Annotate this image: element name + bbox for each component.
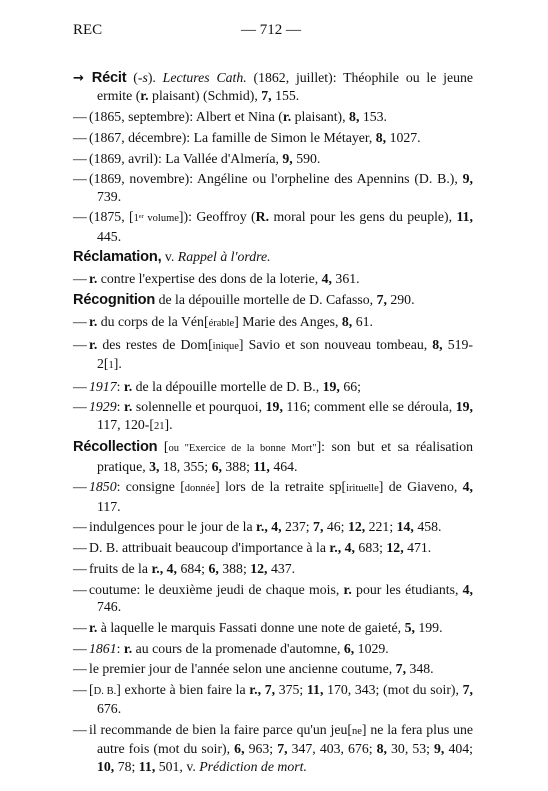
entry-text: 12,: [386, 540, 404, 556]
entry-text: 290.: [386, 291, 415, 307]
index-headword-entry: [73, 69, 473, 104]
index-subentry: [73, 129, 473, 146]
entry-text: Lectures Cath.: [162, 70, 247, 85]
entry-dash: —: [73, 150, 87, 166]
entry-text: indulgences pour le jour de la: [89, 519, 257, 535]
entry-text: de la dépouille mortelle de D. B.,: [132, 378, 323, 394]
entry-text: 170, 343; (mot du soir),: [323, 682, 463, 698]
entry-text: ] Savio et son nouveau tombeau,: [238, 336, 433, 352]
entry-text: 963;: [244, 741, 278, 757]
index-subentry: [73, 619, 473, 636]
index-subentry: [73, 336, 473, 374]
entry-text: 1850: [89, 479, 117, 495]
index-subentry: [73, 640, 473, 657]
entry-text: 3,: [149, 458, 160, 474]
entry-text: Prédiction de mort.: [199, 758, 307, 774]
entry-text: 78;: [114, 758, 139, 774]
entry-text: moral pour les gens du peuple),: [269, 209, 457, 225]
index-subentry: [73, 539, 473, 556]
entry-text: (-: [126, 70, 143, 85]
index-subentry: [73, 108, 473, 125]
entry-text: 7,: [376, 291, 387, 307]
entry-text: 237;: [281, 519, 314, 535]
entry-dash: —: [73, 661, 87, 677]
entry-text: :: [116, 378, 124, 394]
entry-text: inique: [212, 340, 239, 352]
entry-text: ].: [164, 416, 173, 432]
entry-text: r.: [89, 619, 98, 635]
entry-text: ].: [113, 355, 122, 371]
entry-text: coutume: le deuxième jeudi de chaque mois,: [89, 581, 344, 597]
entry-text: r., 7,: [249, 682, 276, 698]
entry-text: 348.: [406, 661, 434, 677]
entry-text: ] Marie des Anges,: [234, 313, 342, 329]
entry-text: érable: [208, 317, 235, 329]
entry-dash: —: [73, 540, 87, 556]
entry-text: 375;: [275, 682, 307, 698]
entry-text: 11,: [456, 209, 473, 225]
entry-text: 739.: [97, 188, 122, 204]
entry-text: 7,: [462, 682, 473, 698]
entry-text: 21: [153, 420, 165, 432]
entry-text: 1: [108, 359, 114, 371]
entry-text: (1875, [: [89, 209, 134, 225]
entry-text: 10,: [97, 758, 115, 774]
entry-text: ] exhorte à bien faire la: [116, 682, 250, 698]
entry-text: Récognition: [73, 291, 156, 308]
entry-text: 66;: [339, 378, 361, 394]
entry-text: de la dépouille mortelle de D. Cafasso,: [155, 291, 377, 307]
entry-text: 19,: [455, 399, 473, 415]
entry-text: : consigne [: [116, 479, 185, 495]
entry-text: v.: [161, 249, 178, 265]
entry-text: r.: [123, 378, 133, 394]
entry-text: 458.: [413, 519, 442, 535]
entry-text: du corps de la Vén[: [97, 313, 209, 329]
entry-dash: —: [73, 313, 87, 329]
index-subentry: [73, 378, 473, 395]
entry-text: 437.: [267, 560, 296, 576]
entry-text: 519-2[: [97, 336, 473, 371]
entry-text: au cours de la promenade d'automne,: [132, 640, 344, 656]
entry-dash: —: [73, 619, 87, 635]
entry-text: r.: [89, 336, 98, 352]
index-subentry: [73, 660, 473, 677]
entry-text: (1867, décembre): La famille de Simon le Métayer,: [89, 129, 376, 145]
entry-text: 30, 53;: [386, 741, 435, 757]
entry-text: 404;: [444, 741, 473, 757]
entry-text: 9,: [282, 150, 293, 166]
entry-dash: —: [73, 519, 87, 535]
entry-text: r., 4,: [151, 560, 178, 576]
entry-text: 4,: [462, 581, 473, 597]
index-subentry: [73, 398, 473, 434]
entry-text: D. B.: [93, 686, 117, 698]
entry-text: 6,: [208, 560, 219, 576]
entry-text: 6,: [234, 741, 245, 757]
entry-text: 12,: [347, 519, 366, 535]
entry-text: r., 4,: [329, 540, 355, 556]
index-subentry: [73, 721, 473, 775]
entry-text: 11,: [306, 682, 324, 698]
entry-text: 746.: [97, 598, 122, 614]
entry-text: 683;: [354, 540, 387, 556]
index-subentry: [73, 518, 473, 535]
entry-text: s: [142, 70, 148, 85]
entry-dash: —: [73, 171, 87, 187]
entry-text: ] ne la fera plus une autre fois (mot du soir),: [97, 722, 473, 757]
entry-text: solennelle et pourquoi,: [132, 399, 266, 415]
entry-text: 590.: [292, 150, 321, 166]
entry-text: 1917: [89, 378, 117, 394]
entry-text: ]: son but et sa réalisation pratique,: [97, 439, 473, 474]
entry-text: pour les étudiants,: [351, 581, 463, 597]
entry-text: donnée: [184, 483, 216, 495]
entry-text: 6,: [211, 458, 222, 474]
entry-text: [: [157, 439, 169, 455]
entry-text: [: [89, 682, 94, 698]
index-headword-entry: [73, 248, 473, 266]
entry-text: R.: [255, 209, 270, 225]
entry-text: r., 4,: [256, 519, 282, 535]
entry-text: 12,: [250, 560, 268, 576]
index-subentry: [73, 560, 473, 577]
entry-dash: —: [73, 682, 87, 698]
entry-text: 8,: [341, 313, 353, 329]
entry-dash: —: [73, 378, 87, 394]
entry-text: 19,: [322, 378, 340, 394]
entry-text: ou "Exercice de la bonne Mort": [168, 443, 317, 455]
index-entries: [73, 69, 473, 778]
entry-text: 8,: [349, 109, 360, 124]
entry-text: 464.: [269, 458, 298, 474]
index-subentry: [73, 270, 473, 287]
entry-text: r.: [89, 271, 98, 287]
entry-dash: —: [73, 336, 87, 352]
entry-dash: —: [73, 271, 87, 287]
entry-text: r.: [89, 313, 98, 329]
entry-text: contre l'expertise des dons de la loterie,: [97, 271, 322, 287]
entry-text: 7,: [395, 661, 407, 677]
entry-text: Réclamation,: [73, 249, 162, 266]
index-headword-entry: [73, 291, 473, 309]
entry-text: 9,: [462, 171, 473, 187]
entry-text: 501, v.: [155, 758, 200, 774]
entry-text: il recommande de bien la faire parce qu'un jeu[: [89, 722, 352, 738]
entry-text: 155.: [271, 88, 300, 104]
entry-text: 445.: [97, 228, 122, 244]
entry-text: ] de Giaveno,: [378, 479, 463, 495]
entry-text: 11,: [138, 758, 156, 774]
entry-text: ).: [147, 70, 163, 85]
entry-text: Récollection: [73, 439, 158, 456]
entry-text: 8,: [375, 129, 387, 145]
entry-text: 5,: [404, 619, 415, 635]
entry-dash: —: [73, 722, 87, 738]
entry-text: 7,: [277, 741, 288, 757]
entry-dash: —: [73, 640, 87, 656]
running-head: REC: [73, 22, 103, 38]
entry-text: 1027.: [386, 129, 421, 145]
entry-text: irituelle: [346, 483, 379, 495]
entry-text: Récit: [91, 70, 127, 86]
entry-text: le premier jour de l'année selon une ancienne coutume,: [89, 661, 396, 677]
entry-text: 471.: [403, 540, 432, 556]
entry-text: 1ᵉʳ volume: [133, 213, 179, 225]
entry-dash: —: [73, 209, 87, 225]
entry-text: (1865, septembre): Albert et Nina (: [89, 109, 283, 124]
entry-dash: —: [73, 129, 87, 145]
entry-text: 61.: [352, 313, 373, 329]
entry-text: r.: [123, 399, 133, 415]
entry-text: 4,: [321, 271, 332, 287]
entry-text: 153.: [359, 109, 387, 124]
entry-text: ]): Geoffroy (: [178, 209, 256, 225]
entry-text: 388;: [221, 458, 254, 474]
entry-text: Rappel à l'ordre.: [177, 249, 271, 265]
entry-text: 11,: [253, 458, 270, 474]
entry-text: r.: [343, 581, 352, 597]
entry-text: D. B. attribuait beaucoup d'importance à la: [89, 540, 330, 556]
entry-dash: —: [73, 479, 87, 495]
index-subentry: [73, 681, 473, 717]
entry-text: :: [116, 399, 124, 415]
entry-dash: —: [73, 109, 87, 124]
entry-text: 9,: [434, 741, 445, 757]
index-subentry: [73, 150, 473, 167]
entry-text: 116; comment elle se déroula,: [282, 399, 456, 415]
entry-text: 347, 403, 676;: [287, 741, 377, 757]
entry-text: des restes de Dom[: [97, 336, 213, 352]
entry-text: 7,: [261, 88, 272, 104]
entry-text: 4,: [462, 479, 474, 495]
entry-text: r.: [123, 640, 133, 656]
index-headword-entry: [73, 438, 473, 474]
entry-text: r.: [140, 88, 149, 104]
entry-text: 6,: [343, 640, 355, 656]
entry-dash: —: [73, 560, 87, 576]
entry-text: 684;: [177, 560, 209, 576]
entry-text: 14,: [396, 519, 414, 535]
entry-dash: —: [73, 581, 87, 597]
entry-text: 7,: [313, 519, 324, 535]
entry-text: r.: [282, 109, 292, 124]
index-subentry: [73, 581, 473, 615]
entry-text: (1869, avril): La Vallée d'Almería,: [89, 150, 283, 166]
index-subentry: [73, 313, 473, 332]
index-subentry: [73, 208, 473, 244]
entry-text: 361.: [331, 271, 360, 287]
entry-text: 8,: [432, 336, 443, 352]
entry-text: 117, 120-[: [97, 416, 154, 432]
entry-text: 1861: [89, 640, 117, 656]
entry-text: 221;: [365, 519, 397, 535]
entry-text: 388;: [218, 560, 251, 576]
entry-text: (1869, novembre): Angéline ou l'orpheline des Apennins (D. B.),: [89, 171, 463, 187]
entry-text: à laquelle le marquis Fassati donne une note de gaieté,: [97, 619, 405, 635]
index-subentry: [73, 478, 473, 514]
entry-text: 19,: [265, 399, 283, 415]
entry-text: 18, 355;: [159, 458, 212, 474]
entry-text: ne: [351, 726, 362, 738]
entry-text: 676.: [97, 701, 122, 717]
entry-dash: —: [73, 399, 87, 415]
entry-text: 1029.: [354, 640, 389, 656]
entry-text: (1862, juillet): Théophile ou le jeune ermite (: [97, 70, 474, 104]
entry-text: 199.: [414, 619, 443, 635]
arrow-icon: →: [73, 71, 92, 86]
entry-text: plaisant) (Schmid),: [148, 88, 262, 104]
entry-text: fruits de la: [89, 560, 152, 576]
index-subentry: [73, 170, 473, 204]
entry-text: :: [116, 640, 124, 656]
entry-text: plaisant),: [291, 109, 350, 124]
entry-text: ] lors de la retraite sp[: [215, 479, 347, 495]
entry-text: 1929: [89, 399, 117, 415]
page-number: — 712 —: [241, 22, 301, 38]
entry-text: 8,: [376, 741, 387, 757]
entry-text: 117.: [97, 498, 121, 514]
entry-text: 46;: [323, 519, 348, 535]
